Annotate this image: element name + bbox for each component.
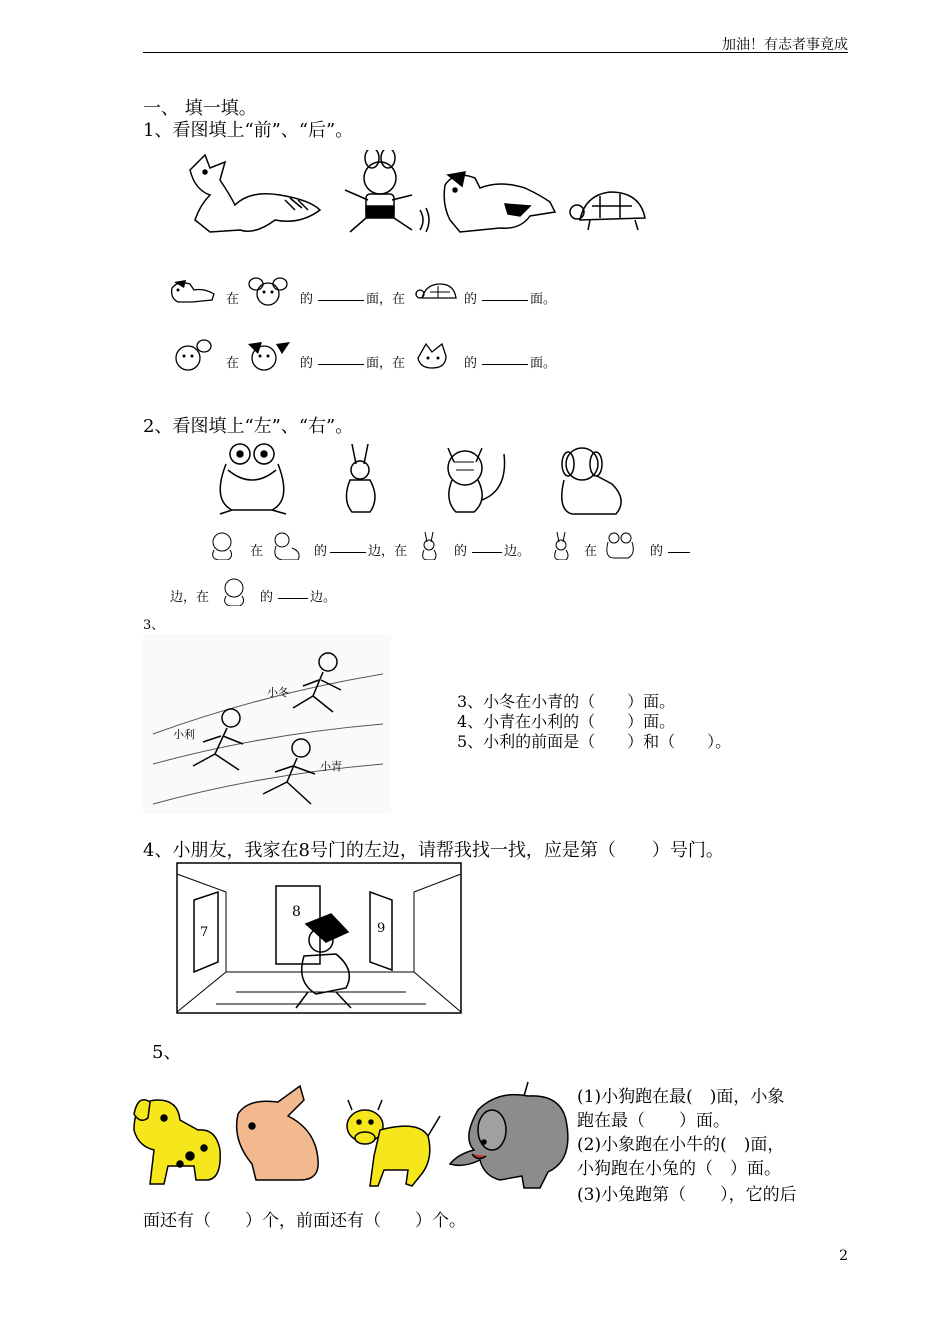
dog-icon bbox=[444, 172, 555, 232]
rabbit-head-icon bbox=[168, 338, 220, 372]
frog-icon bbox=[602, 530, 638, 560]
cat-icon bbox=[218, 576, 254, 606]
label-xiaodong: 小冬 bbox=[267, 686, 289, 699]
cow-icon bbox=[347, 1100, 440, 1186]
de-label: 的 bbox=[300, 292, 314, 307]
q5-number: 5、 bbox=[152, 1042, 182, 1063]
door-7-number: 7 bbox=[200, 925, 209, 940]
dog-icon bbox=[168, 276, 220, 306]
door-9-number: 9 bbox=[377, 921, 386, 936]
mian-end-label: 面。 bbox=[530, 356, 557, 371]
rabbit-icon bbox=[237, 1086, 319, 1180]
de-label: 的 bbox=[300, 356, 314, 371]
rabbit-icon bbox=[345, 150, 429, 232]
q5-line-6: 面还有（ ）个，前面还有（ ）个。 bbox=[143, 1211, 466, 1231]
header-motto: 加油！有志者事竟成 bbox=[722, 37, 848, 53]
q1-line1 bbox=[168, 276, 568, 306]
dog-head-icon bbox=[242, 338, 296, 372]
q3-number: 3、 bbox=[143, 618, 165, 633]
de-label: 的 bbox=[464, 356, 478, 371]
mian-zai-label: 面，在 bbox=[366, 292, 406, 307]
answer-blank[interactable] bbox=[668, 540, 690, 553]
q5-line-3: (2)小象跑在小牛的( )面， bbox=[577, 1135, 785, 1155]
label-xiaoli: 小利 bbox=[173, 728, 195, 741]
mian-end-label: 面。 bbox=[530, 292, 557, 307]
fox-icon bbox=[190, 155, 320, 232]
elephant-icon bbox=[450, 1082, 568, 1188]
mian-zai-label: 面，在 bbox=[366, 356, 406, 371]
zai-label: 在 bbox=[226, 356, 240, 371]
answer-blank[interactable] bbox=[482, 352, 528, 365]
answer-blank[interactable] bbox=[318, 352, 364, 365]
de-label: 的 bbox=[314, 544, 328, 559]
q1-line2 bbox=[168, 338, 568, 372]
answer-blank[interactable] bbox=[472, 540, 502, 553]
rabbit-head-icon bbox=[242, 276, 294, 306]
de-label: 的 bbox=[454, 544, 468, 559]
q3-line-2: 4、小青在小利的（ ）面。 bbox=[457, 712, 676, 731]
header-divider bbox=[143, 52, 848, 53]
rabbit-icon bbox=[548, 530, 574, 560]
q2-line1 bbox=[206, 528, 696, 562]
puppy-icon bbox=[562, 448, 621, 514]
q2-animals-illustration bbox=[212, 440, 642, 518]
bian-zai-label: 边，在 bbox=[368, 544, 408, 559]
de-label: 的 bbox=[464, 292, 478, 307]
label-xiaoqing: 小青 bbox=[320, 760, 342, 773]
dog-icon bbox=[134, 1100, 220, 1184]
answer-blank[interactable] bbox=[330, 540, 366, 553]
q5-animals-illustration bbox=[128, 1080, 574, 1192]
bian-end-label: 边。 bbox=[310, 590, 337, 605]
door-8-number: 8 bbox=[292, 904, 301, 920]
q3-runners-illustration bbox=[143, 634, 391, 814]
rabbit-icon bbox=[416, 530, 442, 560]
zai-label: 在 bbox=[250, 544, 264, 559]
de-label: 的 bbox=[260, 590, 274, 605]
zai-label: 在 bbox=[226, 292, 240, 307]
zai-label: 在 bbox=[584, 544, 598, 559]
page-number: 2 bbox=[839, 1248, 848, 1264]
answer-blank[interactable] bbox=[278, 586, 308, 599]
q5-line-2: 跑在最（ ）面。 bbox=[577, 1111, 730, 1131]
q1-title: 1、看图填上“前”、“后”。 bbox=[143, 120, 354, 141]
q5-line-1: (1)小狗跑在最( )面，小象 bbox=[577, 1087, 785, 1107]
answer-blank[interactable] bbox=[318, 288, 364, 301]
q3-line-1: 3、小冬在小青的（ ）面。 bbox=[457, 692, 676, 711]
q3-line-3: 5、小利的前面是（ ）和（ ）。 bbox=[457, 732, 732, 751]
q5-line-4: 小狗跑在小兔的（ ）面。 bbox=[577, 1159, 781, 1179]
q2-line2 bbox=[170, 576, 370, 608]
section-title: 一、 填一填。 bbox=[143, 98, 257, 119]
de-label: 的 bbox=[650, 544, 664, 559]
cat-icon bbox=[206, 530, 242, 560]
cat-icon bbox=[448, 448, 505, 512]
bian-zai-label: 边，在 bbox=[170, 590, 210, 605]
q4-text: 4、小朋友，我家在8号门的左边，请帮我找一找，应是第（ ）号门。 bbox=[143, 840, 724, 861]
bian-end-label: 边。 bbox=[504, 544, 531, 559]
fox-head-icon bbox=[412, 338, 462, 372]
q4-doors-illustration bbox=[176, 862, 462, 1014]
turtle-icon bbox=[412, 278, 462, 306]
turtle-icon bbox=[570, 192, 645, 230]
rabbit-icon bbox=[346, 444, 375, 512]
puppy-icon bbox=[268, 530, 304, 560]
frog-icon bbox=[220, 444, 286, 514]
answer-blank[interactable] bbox=[482, 288, 528, 301]
q1-animals-illustration bbox=[180, 150, 650, 242]
q5-line-5: (3)小兔跑第（ ），它的后 bbox=[577, 1185, 797, 1205]
q2-title: 2、看图填上“左”、“右”。 bbox=[143, 416, 354, 437]
